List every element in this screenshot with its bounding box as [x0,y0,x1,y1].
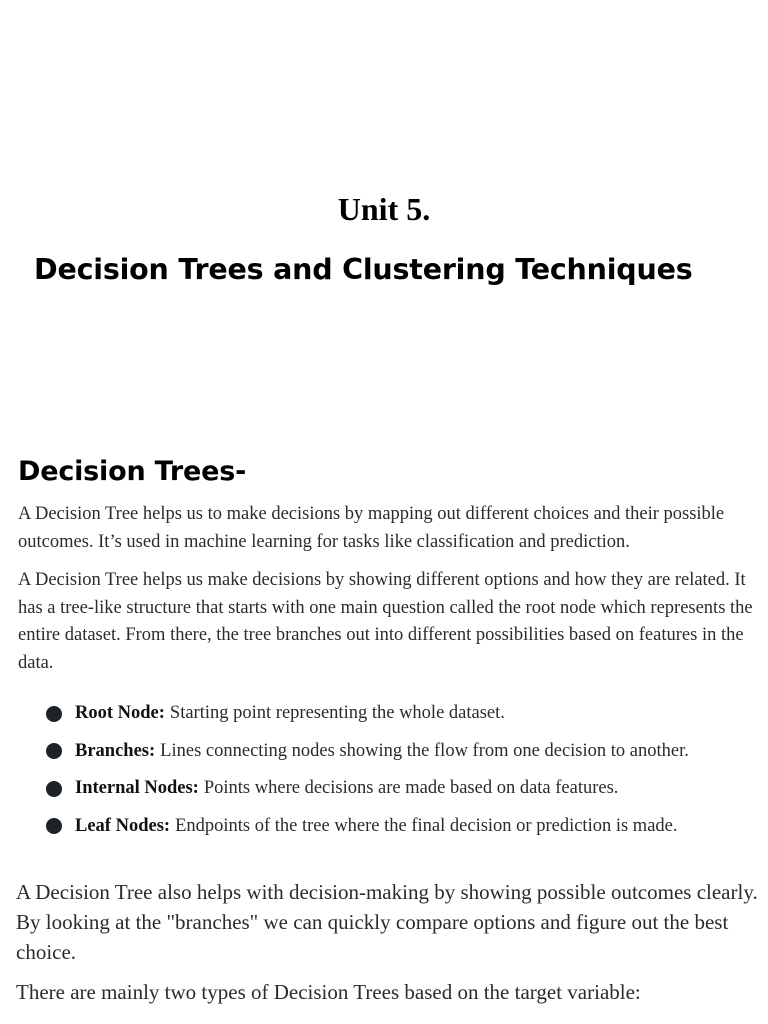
intro-paragraph: A Decision Tree helps us to make decisions by mapping out different choices and their possible outcomes. It’s used in machine learning for tasks like classification and prediction. [18,504,725,552]
types-intro-paragraph: There are mainly two types of Decision Trees based on the target variable: [16,980,641,1004]
list-item-text: Lines connecting nodes showing the flow from one decision to another. [160,740,689,761]
section-heading: Decision Trees- [18,456,247,487]
list-item-term: Branches: [75,740,156,761]
list-item-term: Root Node: [75,703,165,724]
list-item-root-node [46,695,760,733]
chapter-title: Decision Trees and Clustering Techniques [34,253,693,286]
list-item-term: Internal Nodes: [75,778,199,799]
bullet-icon [46,706,62,722]
list-item-text: Starting point representing the whole dataset. [169,703,505,724]
list-item-leaf-nodes [46,808,760,846]
tree-parts-list [46,695,760,845]
bullet-icon [46,781,62,797]
bullet-icon [46,818,62,834]
list-item-text: Points where decisions are made based on data features. [203,778,619,799]
outcomes-paragraph: A Decision Tree also helps with decision-making by showing possible outcomes clearly. By looking at the "branches" we can quickly compare options and figure out the best choice. [16,880,758,964]
unit-title: Unit 5. [337,191,431,227]
structure-paragraph: A Decision Tree helps us make decisions by showing different options and how they are related. It has a tree-like structure that starts with one main question called the root node which represents the entire dataset. From there, the tree branches out into different possibilities based on features in the data. [18,570,753,673]
list-item-text: Endpoints of the tree where the final decision or prediction is made. [175,815,678,836]
list-item-term: Leaf Nodes: [75,815,171,836]
list-item-branches [46,733,760,771]
bullet-icon [46,743,62,759]
list-item-internal-nodes [46,770,760,808]
